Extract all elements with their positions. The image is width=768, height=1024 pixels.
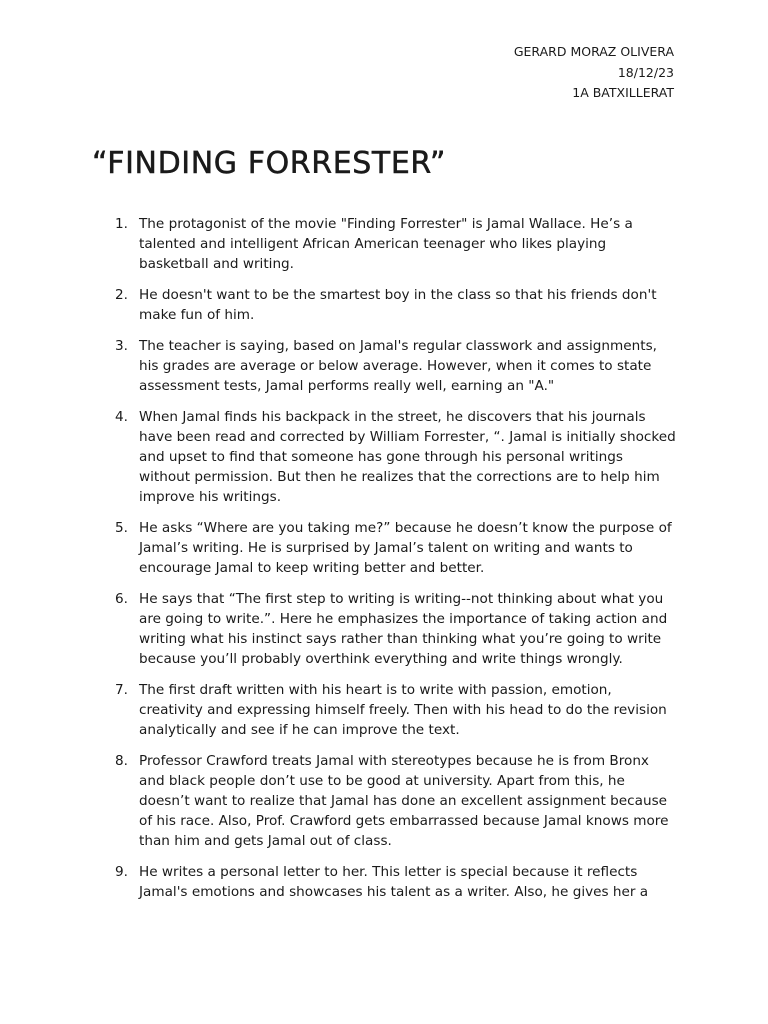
- item-number: 5.: [115, 520, 128, 536]
- document-header: [514, 42, 674, 104]
- item-number: 8.: [115, 753, 128, 769]
- item-text: The first draft written with his heart is to write with passion, emotion, creativity and expressing himself freely. Then with his head to do the revision analytically and see if he can improve the text.: [139, 682, 667, 738]
- class-name: 1A BATXILLERAT: [572, 85, 674, 100]
- page-title: “FINDING FORRESTER”: [92, 146, 447, 181]
- list-item: [98, 336, 676, 396]
- item-number: 3.: [115, 338, 128, 354]
- item-number: 2.: [115, 287, 128, 303]
- item-text: He asks “Where are you taking me?” because he doesn’t know the purpose of Jamal’s writing. He is surprised by Jamal’s talent on writing and wants to encourage Jamal to keep writing better and better.: [139, 520, 672, 576]
- list-item: [98, 285, 676, 325]
- item-text: He says that “The first step to writing is writing--not thinking about what you are going to write.”. Here he emphasizes the importance of taking action and writing what his instinct says rather than thinking what you’re going to write because you’ll probably overthink everything and write things wrongly.: [139, 591, 668, 667]
- item-number: 6.: [115, 591, 128, 607]
- item-number: 7.: [115, 682, 128, 698]
- item-text: When Jamal finds his backpack in the street, he discovers that his journals have been read and corrected by William Forrester, “. Jamal is initially shocked and upset to find that someone has gone through his personal writings without permission. But then he realizes that the corrections are to help him improve his writings.: [139, 409, 676, 505]
- item-text: The teacher is saying, based on Jamal's regular classwork and assignments, his grades are average or below average. However, when it comes to state assessment tests, Jamal performs really well, earning an "A.": [139, 338, 657, 394]
- item-text: He doesn't want to be the smartest boy in the class so that his friends don't make fun of him.: [139, 287, 657, 323]
- author-name: GERARD MORAZ OLIVERA: [513, 44, 674, 59]
- list-item: [98, 214, 676, 274]
- item-number: 4.: [115, 409, 128, 425]
- item-number: 9.: [115, 864, 128, 880]
- list-item: [98, 407, 676, 507]
- list-item: [98, 751, 676, 851]
- answer-list: [98, 214, 676, 913]
- document-date: 18/12/23: [617, 64, 674, 80]
- item-text: Professor Crawford treats Jamal with stereotypes because he is from Bronx and black people don’t use to be good at university. Apart from this, he doesn’t want to realize that Jamal has done an excellent assignment because of his race. Also, Prof. Crawford gets embarrassed because Jamal knows more than him and gets Jamal out of class.: [139, 753, 669, 849]
- list-item: [98, 680, 676, 740]
- list-item: [98, 862, 676, 902]
- item-number: 1.: [115, 216, 128, 232]
- item-text: The protagonist of the movie "Finding Forrester" is Jamal Wallace. He’s a talented and intelligent African American teenager who likes playing basketball and writing.: [139, 216, 633, 272]
- list-item: [98, 518, 676, 578]
- item-text: He writes a personal letter to her. This letter is special because it reflects Jamal's emotions and showcases his talent as a writer. Also, he gives her a: [139, 864, 649, 900]
- list-item: [98, 589, 676, 669]
